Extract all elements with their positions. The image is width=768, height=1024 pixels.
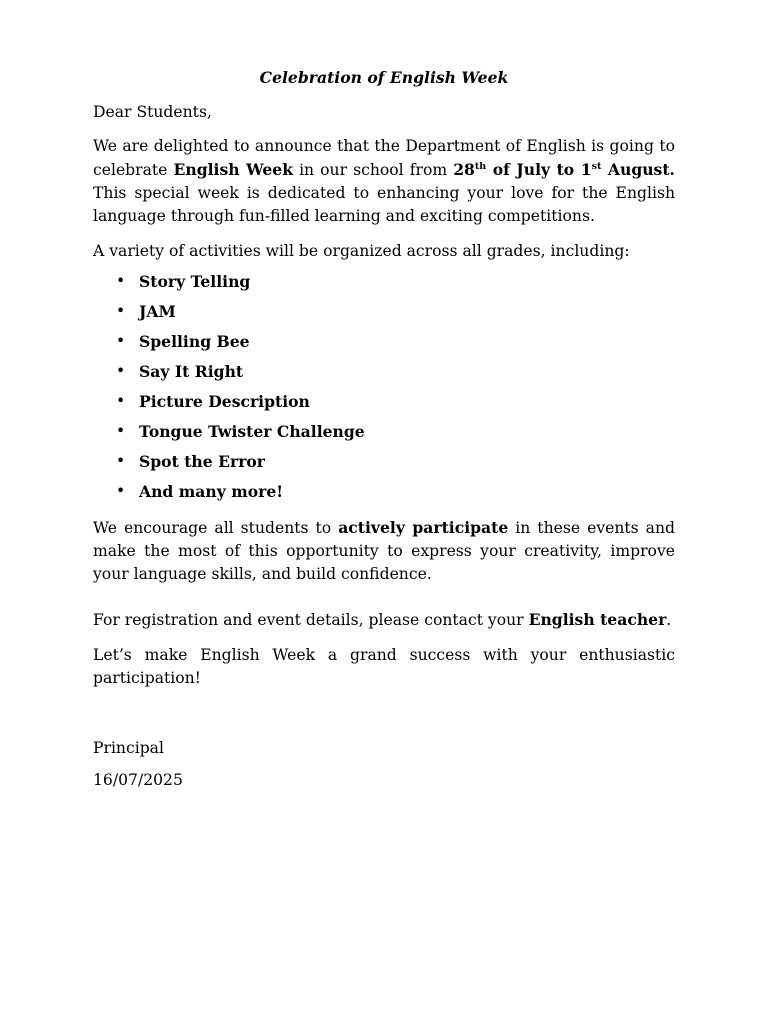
activity-label: Say It Right [139, 362, 244, 381]
list-item [93, 270, 675, 300]
encourage-emphasis: actively participate [338, 518, 509, 537]
bullet: • [116, 332, 126, 350]
registration-contact: English teacher [528, 610, 667, 629]
registration-text-2: . [666, 611, 672, 629]
closing-paragraph: Let’s make English Week a grand success with your enthusiastic participation! [93, 646, 675, 687]
list-item [93, 360, 675, 390]
list-item [93, 420, 675, 450]
bullet: • [116, 452, 126, 470]
start-day-suffix: th [474, 161, 487, 172]
activity-label: Story Telling [139, 272, 251, 291]
event-dates [453, 160, 675, 179]
event-name: English Week [173, 160, 293, 179]
activity-label: Tongue Twister Challenge [139, 422, 365, 441]
bullet: • [116, 362, 126, 380]
intro-text-1: We are delighted to announce that the Department of English is going to celebrate [93, 137, 675, 179]
start-month-and-end-day: of July to 1 [486, 160, 592, 179]
encourage-text-1: We encourage all students to [93, 519, 339, 537]
document-body [93, 66, 675, 792]
document-date: 16/07/2025 [93, 771, 183, 789]
list-item [93, 330, 675, 360]
list-item [93, 450, 675, 480]
salutation: Dear Students, [93, 103, 212, 121]
bullet: • [116, 482, 126, 500]
registration-text-1: For registration and event details, please contact your [93, 611, 529, 629]
bullet: • [116, 302, 126, 320]
registration-paragraph [93, 608, 675, 632]
activity-label: Spot the Error [139, 452, 266, 471]
bullet: • [116, 272, 126, 290]
document-title: Celebration of English Week [259, 68, 509, 87]
intro-text-2: in our school from [293, 161, 454, 179]
encourage-paragraph [93, 516, 675, 586]
activities-lead: A variety of activities will be organized across all grades, including: [93, 242, 630, 260]
bullet: • [116, 392, 126, 410]
activity-label: Picture Description [139, 392, 310, 411]
end-day-suffix: st [591, 161, 602, 172]
activity-label: Spelling Bee [139, 332, 250, 351]
list-item [93, 480, 675, 510]
bullet: • [116, 422, 126, 440]
intro-text-3: This special week is dedicated to enhancing your love for the English language through fun-filled learning and exciting competitions. [93, 184, 675, 225]
encourage-text-2: in these events and make the most of this opportunity to express your creativity, improve your language skills, and build confidence. [93, 519, 675, 583]
start-day: 28 [453, 160, 475, 179]
activities-list [93, 270, 675, 510]
signatory: Principal [93, 739, 164, 757]
intro-paragraph [93, 135, 675, 228]
activity-label: And many more! [139, 482, 284, 501]
list-item [93, 300, 675, 330]
list-item [93, 390, 675, 420]
end-month: August. [601, 160, 675, 179]
activity-label: JAM [139, 302, 176, 321]
